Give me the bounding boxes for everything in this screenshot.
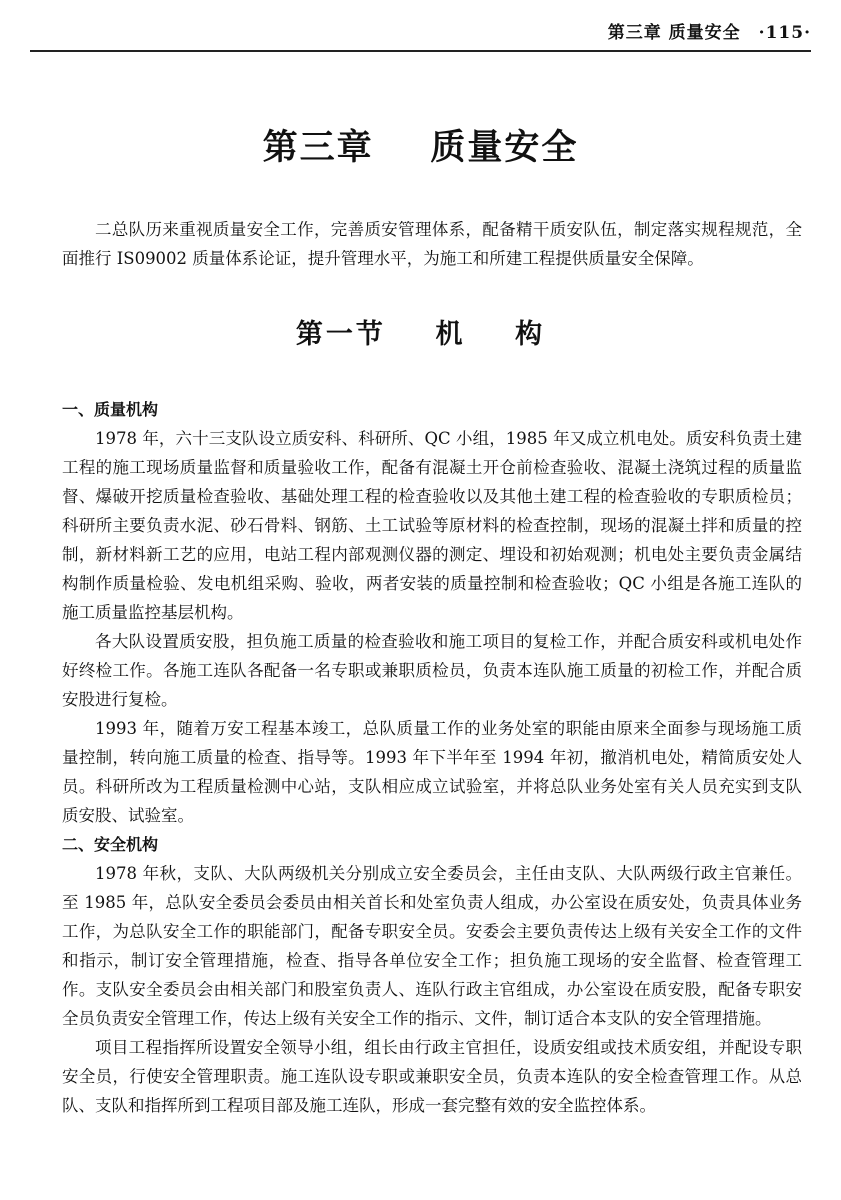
header-rule — [30, 50, 811, 52]
section-body — [62, 395, 802, 1120]
intro-paragraph: 二总队历来重视质量安全工作，完善质安管理体系，配备精干质安队伍，制定落实规程规范，全面推行 IS09002 质量体系论证，提升管理水平，为施工和所建工程提供质量安全保障。 — [62, 220, 802, 268]
subsection-heading-safety: 二、安全机构 — [62, 835, 159, 854]
running-header — [30, 18, 811, 48]
running-header-chapter: 第三章 质量安全 — [607, 23, 741, 43]
paragraph: 项目工程指挥所设置安全领导小组，组长由行政主官担任，设质安组或技术质安组，并配设专职安全员，行使安全管理职责。施工连队设专职或兼职安全员，负责本连队的安全检查管理工作。从总队、支队和指挥所到工程项目部及施工连队，形成一套完整有效的安全监控体系。 — [62, 1038, 802, 1115]
paragraph: 1978 年，六十三支队设立质安科、科研所、QC 小组，1985 年又成立机电处。质安科负责土建工程的施工现场质量监督和质量验收工作，配备有混凝土开仓前检查验收、混凝土浇筑过程的质量监督、爆破开挖质量检查验收、基础处理工程的检查验收以及其他土建工程的检查验收的专职质检员；科研所主要负责水泥、砂石骨料、钢筋、土工试验等原材料的检查控制，现场的混凝土拌和质量的控制，新材料新工艺的应用，电站工程内部观测仪器的测定、埋设和初始观测；机电处主要负责金属结构制作质量检验、发电机组采购、验收，两者安装的质量控制和检查验收；QC 小组是各施工连队的施工质量监控基层机构。 — [62, 429, 802, 622]
page-number: ·115· — [758, 23, 811, 43]
intro-block — [62, 215, 802, 273]
chapter-title: 第三章 质量安全 — [262, 128, 579, 168]
paragraph: 各大队设置质安股，担负施工质量的检查验收和施工项目的复检工作，并配合质安科或机电处作好终检工作。各施工连队各配备一名专职或兼职质检员，负责本连队施工质量的初检工作，并配合质安股进行复检。 — [62, 632, 802, 709]
subsection-heading-quality: 一、质量机构 — [62, 400, 159, 419]
paragraph: 1978 年秋，支队、大队两级机关分别成立安全委员会，主任由支队、大队两级行政主官兼任。至 1985 年，总队安全委员会委员由相关首长和处室负责人组成，办公室设在质安处，负责具体业务工作，为总队安全工作的职能部门，配备专职安全员。安委会主要负责传达上级有关安全工作的文件和指示，制订安全管理措施，检查、指导各单位安全工作；担负施工现场的安全监督、检查管理工作。支队安全委员会由相关部门和股室负责人、连队行政主官组成，办公室设在质安股，配备专职安全员负责安全管理工作，传达上级有关安全工作的指示、文件，制订适合本支队的安全管理措施。 — [62, 864, 802, 1028]
section-title: 第一节 机 构 — [295, 319, 546, 350]
paragraph: 1993 年，随着万安工程基本竣工，总队质量工作的业务处室的职能由原来全面参与现场施工质量控制，转向施工质量的检查、指导等。1993 年下半年至 1994 年初，撤消机电处，精简质安处人员。科研所改为工程质量检测中心站，支队相应成立试验室，并将总队业务处室有关人员充实到支队质安股、试验室。 — [62, 719, 802, 825]
